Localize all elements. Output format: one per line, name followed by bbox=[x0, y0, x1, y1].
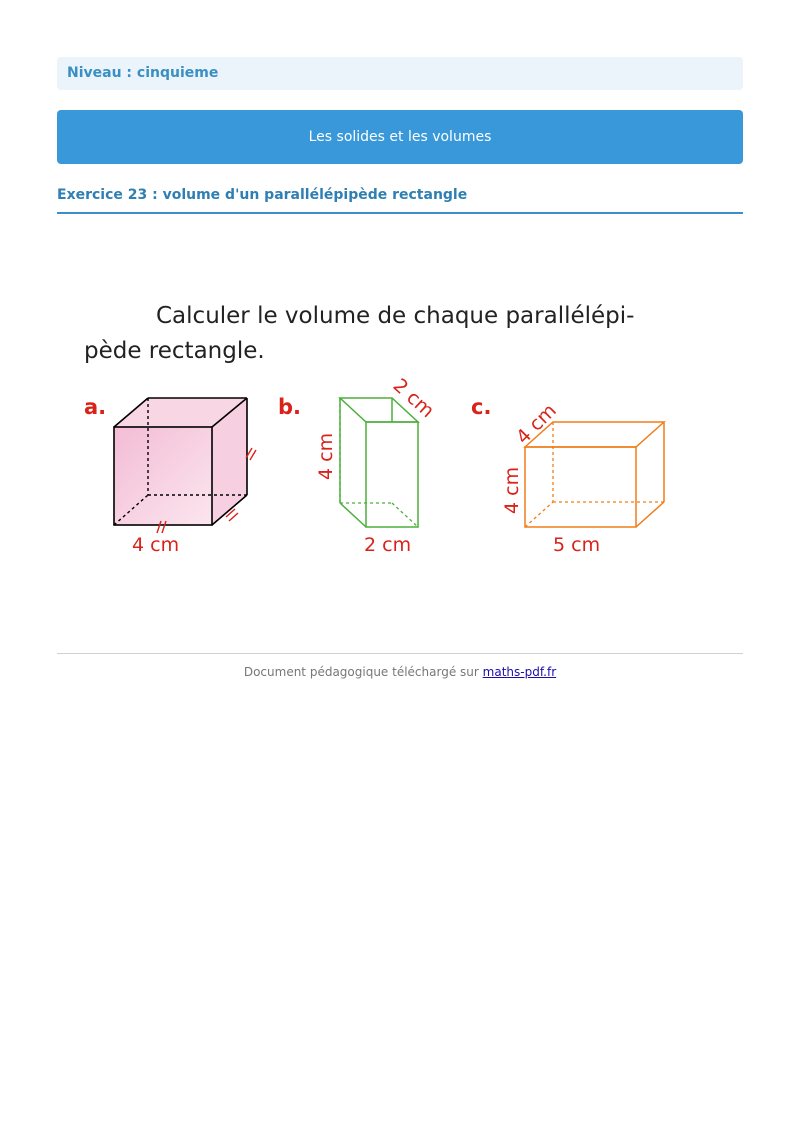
cube-a-edge-label: 4 cm bbox=[132, 534, 180, 556]
prism-c-depth-label: 4 cm bbox=[511, 399, 561, 449]
figure-b-label: b. bbox=[278, 395, 302, 419]
footer-text: Document pédagogique téléchargé sur bbox=[243, 665, 479, 679]
footer bbox=[0, 665, 800, 679]
prism-c bbox=[471, 395, 664, 556]
exercise-title-text: Exercice 23 : volume d'un parallélépipède rectangle bbox=[57, 187, 468, 203]
figure-a-label: a. bbox=[84, 395, 107, 419]
prism-b-depth-label: 2 cm bbox=[388, 374, 439, 423]
exercise-figure bbox=[70, 290, 690, 570]
footer-link[interactable]: maths-pdf.fr bbox=[482, 665, 557, 679]
niveau-banner bbox=[57, 57, 743, 90]
chapter-title-bar bbox=[57, 110, 743, 164]
prism-c-width-label: 5 cm bbox=[553, 534, 601, 556]
niveau-label: Niveau : cinquieme bbox=[67, 65, 219, 81]
instruction-line-2: pède rectangle. bbox=[84, 338, 265, 364]
prism-c-height-label: 4 cm bbox=[501, 466, 523, 514]
chapter-title: Les solides et les volumes bbox=[308, 129, 492, 145]
exercise-title bbox=[57, 184, 743, 214]
prism-b bbox=[278, 374, 438, 556]
prism-b-width-label: 2 cm bbox=[364, 534, 412, 556]
instruction-line-1: Calculer le volume de chaque parallélépi- bbox=[156, 303, 635, 329]
figure-c-label: c. bbox=[471, 395, 492, 419]
cube-a bbox=[84, 395, 256, 556]
prism-b-height-label: 4 cm bbox=[315, 432, 337, 480]
footer-divider bbox=[57, 653, 743, 654]
